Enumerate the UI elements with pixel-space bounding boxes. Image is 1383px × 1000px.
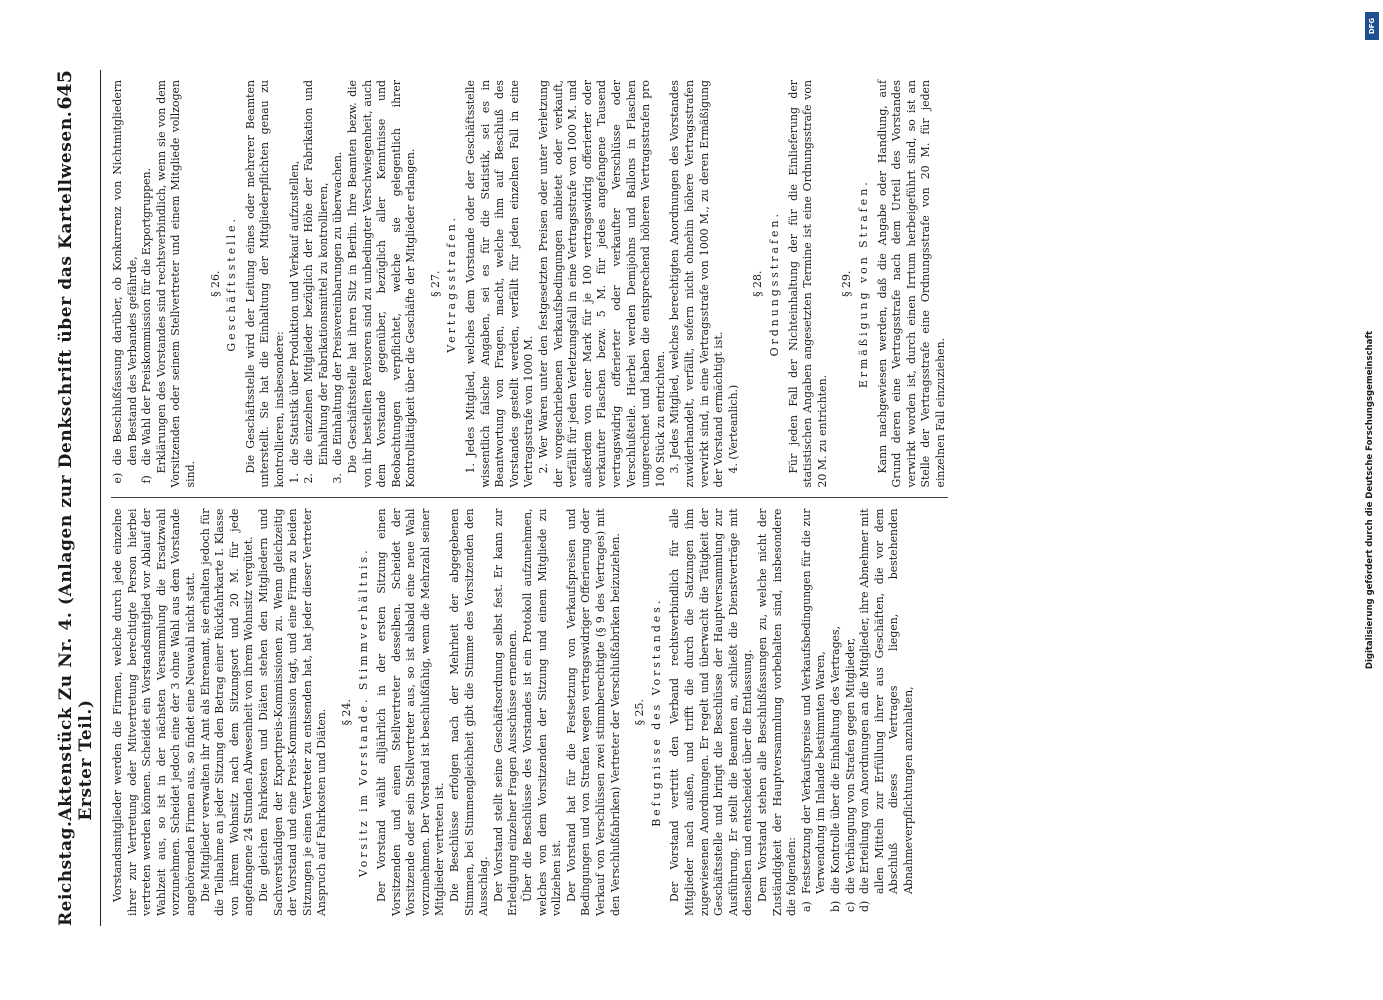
list-item-marker: a) (799, 901, 813, 912)
section-number: § 29. (840, 270, 854, 297)
digitization-credit (1360, 10, 1380, 990)
header-left: Reichstag. (56, 820, 76, 926)
list-item (844, 509, 859, 917)
paragraph: Erklärungen des Vorstandes sind rechtsverbindlich, wenn sie von dem Vorsitzenden oder seinem Stellvertreter und einem Mitgliede vollzogen sind. (154, 80, 197, 488)
running-header (54, 70, 101, 926)
list-item (288, 80, 303, 488)
list-item-marker: 2. (302, 473, 316, 484)
paragraph: Die Beschlüsse erfolgen nach der Mehrheit der abgegebenen Stimmen, bei Stimmengleichheit gibt die Stimme des Vorsitzenden den Ausschlag. (448, 508, 491, 916)
paragraph: 1. Jedes Mitglied, welches dem Vorstande oder der Geschäftsstelle wissentlich falsche Angaben, sei es für die Statistik, sei es in Beantwortung von Fragen, macht, welche ihm auf Beschluß des Vorstandes gestellt werden, verfällt für jeden einzelnen Fall in eine Vertragsstrafe von 1000 M. (464, 80, 536, 488)
list-item-marker: b) (828, 900, 842, 912)
section-number: § 26. (208, 270, 222, 297)
section-number: § 27. (428, 270, 442, 297)
paragraph: 4. (Verteanlich.) (726, 384, 740, 474)
section-heading: Ermäßigung von Strafen. (856, 179, 870, 389)
digitization-credit-text: Digitalisierung gefördert durch die Deutsche Forschungsgemeinschaft (1365, 330, 1375, 670)
list-item (829, 509, 844, 917)
list-item-marker: 1. (287, 473, 301, 484)
page-number: 645 (54, 70, 76, 110)
paragraph: Die Geschäftsstelle wird der Leitung eines oder mehrerer Beamten unterstellt. Sie hat die Einhaltung der Mitgliederpflichten genau zu kontrollieren, insbesondere: (243, 80, 286, 488)
list-item-text: die Statistik über Produktion und Verkauf aufzustellen, (287, 160, 301, 466)
paragraph: Kann nachgewiesen werden, daß die Angabe oder Handlung, auf Grund deren eine Vertragsstrafe nach dem Urteil des Vorstandes verwirkt worden ist, durch einen Irrtum herbeigeführt sind, so ist an Stelle der Vertragsstrafe eine Ordnungsstrafe von 20 M. für jeden einzelnen Fall einzuziehen. (875, 80, 947, 488)
paragraph: Der Vorstand hat für die Festsetzung von Verkaufspreisen und Bedingungen und von Strafen wegen vertragswidriger Offerierung oder Verkauf von Verschlüssen zwei stimmberechtigte (§ 9 des Vertrages) mit den Verschlußfabriken) Vertreter der Verschlußfabriken beizuziehen. (564, 508, 622, 916)
list-item-text: Festsetzung der Verkaufspreise und Verkaufsbedingungen für die zur Verwendung im Inlande bestimmten Waren, (799, 508, 828, 894)
list-item-text: die Erteilung von Anordnungen an die Mitglieder, ihre Abnehmer mit allen Mitteln zur Erfüllung ihrer aus Geschäften, die vor dem Abschluß dieses Vertrages liegen, bestehenden Abnahmeverpflichtungen anzuhalten, (858, 508, 915, 894)
left-column (111, 499, 948, 927)
list-item-marker: e) (111, 472, 124, 484)
paragraph: Vorstandsmitglieder werden die Firmen, welche durch jede einzelne ihrer zur Vertretung oder Mitvertretung berechtigte Person hierbei vertreten werden können. Scheidet ein Vorstandsmitglied vor Ablauf der Wahlzeit aus, so ist in der nächsten Versammlung die Ersatzwahl vorzunehmen. Scheidet jedoch eine der 3 ohne Wahl aus dem Vorstande angehörenden Firmen aus, so findet eine Neuwahl nicht statt. (111, 508, 197, 916)
paragraph: Über die Beschlüsse des Vorstandes ist ein Protokoll aufzunehmen, welches von dem Vorsitzenden der Sitzung und einem Mitgliede zu vollziehen ist. (521, 508, 564, 916)
paragraph: Der Vorstand vertritt den Verband rechtsverbindlich für alle Mitglieder nach außen, und trifft die durch die Satzungen ihm zugewiesenen Anordnungen. Er regelt und überwacht die Tätigkeit der Geschäftsstelle und bringt die Beschlüsse der Hauptversammlung zur Ausführung. Er stellt die Beamten an, schließt die Dienstverträge mit denselben und entscheidet über die Entlassung. (668, 508, 755, 916)
list-item (800, 509, 829, 917)
list-item-text: die Kontrolle über die Einhaltung des Vertrages, (828, 625, 842, 894)
list-item (858, 509, 916, 917)
paragraph: 3. Jedes Mitglied, welches berechtigten Anordnungen des Vorstandes zuwiderhandelt, verfällt, sofern nicht ohnehin höhere Vertragsstrafen verwirkt sind, in eine Vertragsstrafe von 1000 M., zu deren Ermäßigung der Vorstand ermächtigt ist. (668, 80, 726, 488)
paragraph: Für jeden Fall der Nichteinhaltung der für die Einlieferung der statistischen Angaben angesetzten Termine ist eine Ordnungsstrafe von 20 M. zu entrichten. (786, 80, 829, 488)
section-number: § 24. (339, 699, 353, 726)
list-item-text: die Einhaltung der Preisvereinbarungen zu überwachen. (331, 151, 345, 466)
list-item (140, 80, 155, 488)
text-columns (111, 70, 948, 926)
list-item-text: die Verhängung von Strafen gegen Mitglieder, (843, 637, 857, 894)
list-item-text: die Wahl der Preiskommission für die Exportgruppen. (140, 167, 154, 466)
paragraph: Der Vorstand wählt alljährlich in der ersten Sitzung einen Vorsitzenden und einen Stellvertreter desselben. Scheidet der Vorsitzende oder sein Stellvertreter aus, so ist alsbald eine neue Wahl vorzunehmen. Der Vorstand ist beschlußfähig, wenn die Mehrzahl seiner Mitglieder vertreten ist. (375, 508, 447, 916)
list-item-marker: d) (858, 900, 872, 912)
list-item (111, 80, 140, 488)
list-item-text: die Beschlußfassung darüber, ob Konkurrenz von Nichtmitgliedern den Bestand des Verbandes gefährde, (111, 80, 139, 466)
paragraph: Dem Vorstand stehen alle Beschlußfassungen zu, welche nicht der Zuständigkeit der Hauptversammlung vorbehalten sind, insbesondere die folgenden: (755, 508, 799, 916)
paragraph: 2. Wer Waren unter den festgesetzten Preisen oder unter Verletzung der vorgeschriebenen Verkaufsbedingungen anbietet oder verkauft, verfällt für jeden Verletzungsfall in eine Vertragsstrafe von 1000 M. und außerdem von einer Mark für je 100 vertragswidrig offerierter oder verkaufter Flaschen bezw. 5 M. für jedes angefangene Tausend vertragswidrig offerierter oder verkaufter Verschlüsse oder Verschlußteile. Hierbei werden Demijohns und Ballons in Flaschen umgerechnet und haben die entsprechend höheren Vertragsstrafen pro 100 Stück zu entrichten. (537, 80, 667, 488)
right-column (111, 70, 948, 499)
section-heading: Geschäftsstelle. (225, 215, 239, 352)
paragraph: Die gleichen Fahrkosten und Diäten stehen den Mitgliedern und Sachverständigen der Exportpreis-Kommissionen zu. Wenn gleichzeitig der Vorstand und eine Preis-Kommission tagt, und eine Firma zu beiden Sitzungen je einen Vertreter zu entsenden hat, hat jeder dieser Vertreter Anspruch auf Fahrkosten und Diäten. (256, 508, 329, 916)
list-item-text: die einzelnen Mitglieder bezüglich der Höhe der Fabrikation und Einhaltung der Fabrikationsmittel zu kontrollieren, (302, 80, 330, 466)
section-heading: Vorsitz im Vorstande. Stimmverhältnis. (356, 547, 370, 878)
section-heading: Befugnisse des Vorstandes. (649, 597, 663, 827)
header-title: Aktenstück Zu Nr. 4. (Anlagen zur Denkschrift über das Kartellwesen. Erster Teil.) (56, 110, 96, 821)
section-heading: Ordnungsstrafen. (767, 211, 781, 357)
section-number: § 25. (633, 699, 647, 726)
list-item-marker: 3. (331, 473, 345, 484)
dfg-logo-text: DFG (1368, 17, 1376, 35)
list-item (302, 80, 331, 488)
list-item-marker: c) (843, 901, 857, 912)
list-item (331, 80, 346, 488)
section-number: § 28. (751, 270, 765, 297)
paragraph: Der Vorstand stellt seine Geschäftsordnung selbst fest. Er kann zur Erledigung einzelner Fragen Ausschüsse ernennen. (491, 508, 520, 916)
list-item-marker: f) (140, 475, 154, 484)
paragraph: Die Geschäftsstelle hat ihren Sitz in Berlin. Ihre Beamten bezw. die von ihr bestellten Revisoren sind zu unbedingter Verschwiegenheit, auch dem Vorstande gegenüber, bezüglich aller Kenntnisse und Beobachtungen verpflichtet, welche sie gelegentlich ihrer Kontrolltätigkeit über die Geschäfte der Mitglieder erlangen. (345, 80, 418, 488)
section-heading: Vertragsstrafen. (445, 214, 459, 353)
paragraph: Die Mitglieder verwalten ihr Amt als Ehrenamt, sie erhalten jedoch für die Teilnahme an jeder Sitzung den Betrag einer Rückfahrkarte I. Klasse von ihrem Wohnsitz nach dem Sitzungsort und 20 M. für jede angefangene 24 Stunden Abwesenheit von ihrem Wohnsitz vergütet. (198, 508, 256, 916)
